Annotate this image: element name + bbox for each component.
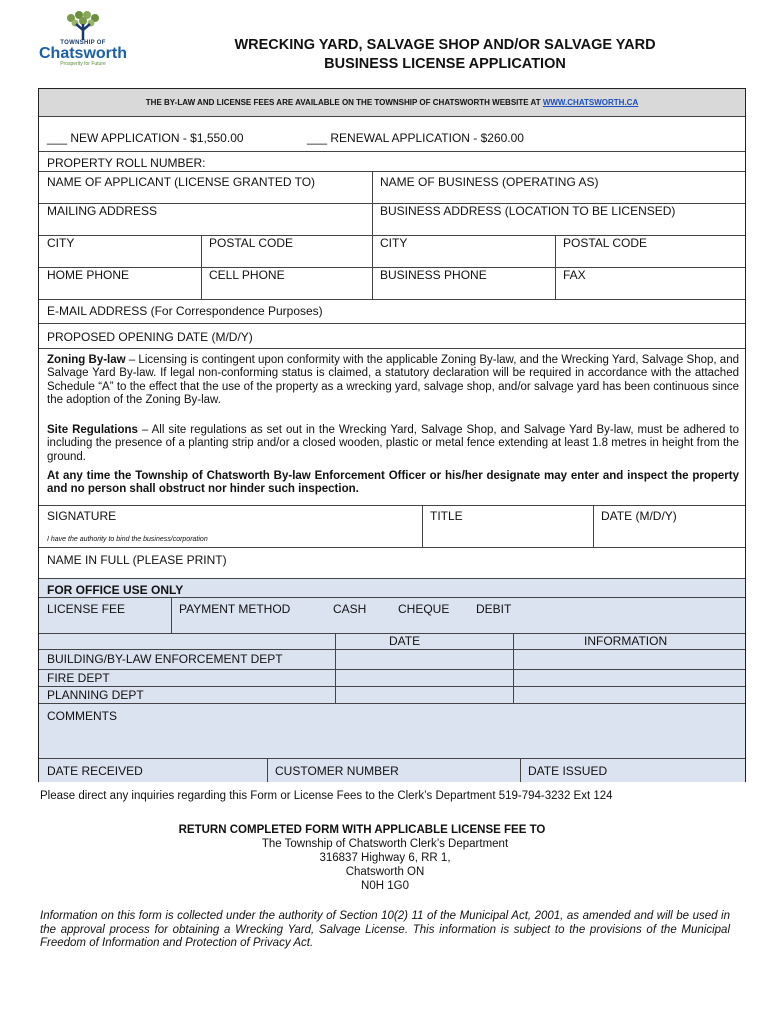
new-application-option[interactable]: ___ NEW APPLICATION - $1,550.00 bbox=[47, 131, 244, 145]
site-text: – All site regulations as set out in the Wrecking Yard, Salvage Shop, and Salvage Yard By-law, must be adhered to including the presence of a planting strip and/or a closed wooden, plastic or metal fence extending at least 1.8 metres in height from the ground. bbox=[47, 424, 739, 463]
date-received-field[interactable]: DATE RECEIVED bbox=[47, 764, 143, 778]
zoning-bylaw-paragraph bbox=[47, 354, 739, 407]
site-regulations-paragraph bbox=[47, 424, 739, 464]
zoning-text: – Licensing is contingent upon conformity with the applicable Zoning By-law, and the Wrecking Yard, Salvage Shop, and Salvage Yard By-law. If legal non-conforming status is claimed, a statutory declaration will be required in accordance with the attached Schedule “A” to the effect that the use of the property as a wrecking yard, salvage shop, and/or salvage yard has been continuous since the adoption of the Zoning By-law. bbox=[47, 354, 739, 406]
license-fee-field[interactable]: LICENSE FEE bbox=[47, 602, 126, 616]
payment-method-label: PAYMENT METHOD bbox=[179, 602, 291, 616]
inspection-notice: At any time the Township of Chatsworth By-law Enforcement Officer or his/her designate may enter and inspect the property and no person shall obstruct nor hinder such inspection. bbox=[47, 470, 739, 496]
renewal-application-option[interactable]: ___ RENEWAL APPLICATION - $260.00 bbox=[307, 131, 524, 145]
logo-name: Chatsworth bbox=[39, 45, 127, 62]
return-line: Chatsworth ON bbox=[345, 866, 425, 878]
logo-tagline: Prosperity for Future bbox=[60, 61, 106, 67]
business-address-field[interactable]: BUSINESS ADDRESS (LOCATION TO BE LICENSED) bbox=[380, 204, 676, 218]
email-field[interactable]: E-MAIL ADDRESS (For Correspondence Purposes) bbox=[47, 304, 323, 318]
full-name-field[interactable]: NAME IN FULL (PLEASE PRINT) bbox=[47, 553, 227, 567]
title-line-1: WRECKING YARD, SALVAGE SHOP AND/OR SALVAGE YARD bbox=[234, 37, 656, 53]
cash-option[interactable]: CASH bbox=[333, 602, 367, 616]
comments-field[interactable]: COMMENTS bbox=[47, 709, 117, 723]
opening-date-field[interactable]: PROPOSED OPENING DATE (M/D/Y) bbox=[47, 330, 253, 344]
city-field-1[interactable]: CITY bbox=[47, 236, 75, 250]
property-roll-field[interactable]: PROPERTY ROLL NUMBER: bbox=[47, 156, 206, 170]
information-column-header: INFORMATION bbox=[584, 634, 668, 648]
logo-township: TOWNSHIP OF bbox=[60, 40, 106, 46]
signature-field[interactable]: SIGNATURE bbox=[47, 509, 117, 523]
customer-number-field[interactable]: CUSTOMER NUMBER bbox=[275, 764, 399, 778]
inquiries-note: Please direct any inquiries regarding this Form or License Fees to the Clerk’s Department 519-794-3232 Ext 124 bbox=[40, 790, 613, 802]
office-use-heading: FOR OFFICE USE ONLY bbox=[47, 583, 184, 597]
debit-option[interactable]: DEBIT bbox=[476, 602, 512, 616]
city-field-2[interactable]: CITY bbox=[380, 236, 408, 250]
dept-row: BUILDING/BY-LAW ENFORCEMENT DEPT bbox=[47, 652, 283, 666]
application-form bbox=[38, 88, 746, 782]
zoning-heading: Zoning By-law bbox=[47, 354, 126, 366]
township-logo bbox=[28, 10, 138, 80]
signature-date-field[interactable]: DATE (M/D/Y) bbox=[601, 509, 677, 523]
office-use-section bbox=[39, 579, 745, 782]
mailing-address-field[interactable]: MAILING ADDRESS bbox=[47, 204, 158, 218]
return-heading: RETURN COMPLETED FORM WITH APPLICABLE LICENSE FEE TO bbox=[178, 824, 546, 836]
return-line: N0H 1G0 bbox=[361, 880, 409, 892]
page-title bbox=[150, 36, 740, 74]
cheque-option[interactable]: CHEQUE bbox=[398, 602, 450, 616]
title-line-2: BUSINESS LICENSE APPLICATION bbox=[324, 56, 566, 72]
business-phone-field[interactable]: BUSINESS PHONE bbox=[380, 268, 487, 282]
home-phone-field[interactable]: HOME PHONE bbox=[47, 268, 130, 282]
return-address-block bbox=[40, 823, 730, 893]
fax-field[interactable]: FAX bbox=[563, 268, 586, 282]
return-line: The Township of Chatsworth Clerk’s Department bbox=[261, 838, 509, 850]
banner-text: THE BY-LAW AND LICENSE FEES ARE AVAILABLE ON THE TOWNSHIP OF CHATSWORTH WEBSITE AT bbox=[145, 98, 543, 107]
signature-note: I have the authority to bind the business/corporation bbox=[47, 536, 208, 543]
applicant-name-field[interactable]: NAME OF APPLICANT (LICENSE GRANTED TO) bbox=[47, 175, 316, 189]
postal-code-field-1[interactable]: POSTAL CODE bbox=[209, 236, 294, 250]
privacy-notice: Information on this form is collected under the authority of Section 10(2) 11 of the Municipal Act, 2001, as amended and will be used in the approval process for obtaining a Wrecking Yard, Salvage License. This information is subject to the provisions of the Municipal Freedom of Information and Protection of Privacy Act. bbox=[40, 910, 730, 949]
return-line: 316837 Highway 6, RR 1, bbox=[319, 852, 451, 864]
business-name-field[interactable]: NAME OF BUSINESS (OPERATING AS) bbox=[380, 175, 599, 189]
cell-phone-field[interactable]: CELL PHONE bbox=[209, 268, 285, 282]
site-heading: Site Regulations bbox=[47, 424, 138, 436]
tree-icon bbox=[61, 10, 105, 42]
dept-row: PLANNING DEPT bbox=[47, 688, 144, 702]
date-issued-field[interactable]: DATE ISSUED bbox=[528, 764, 608, 778]
date-column-header: DATE bbox=[389, 634, 421, 648]
fee-banner bbox=[39, 89, 745, 117]
dept-row: FIRE DEPT bbox=[47, 671, 110, 685]
website-link[interactable]: WWW.CHATSWORTH.CA bbox=[542, 98, 639, 107]
postal-code-field-2[interactable]: POSTAL CODE bbox=[563, 236, 648, 250]
title-field[interactable]: TITLE bbox=[430, 509, 463, 523]
